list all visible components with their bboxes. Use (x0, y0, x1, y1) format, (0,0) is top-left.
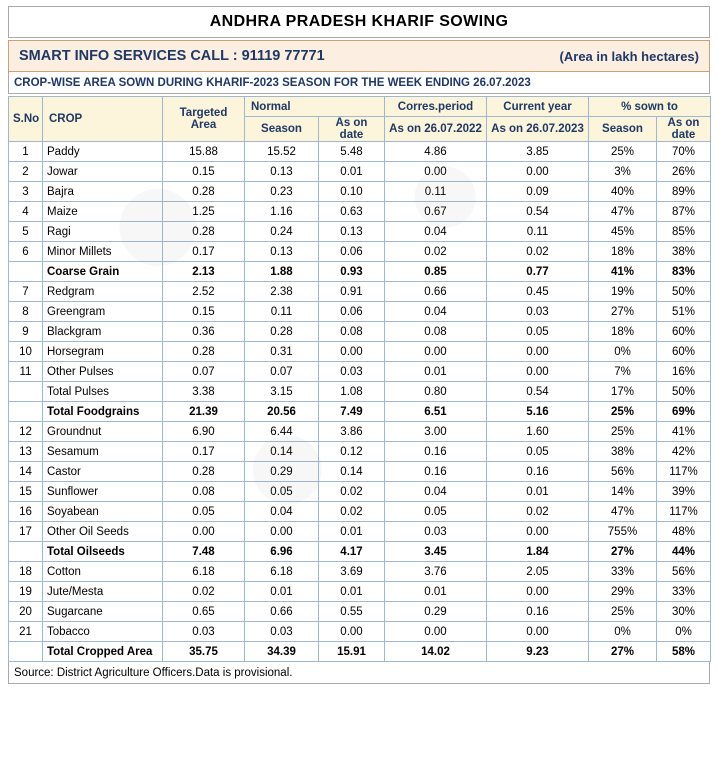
area-unit-note: (Area in lakh hectares) (559, 48, 699, 64)
cell-sno: 20 (9, 602, 43, 622)
cell-pct-ason-date: 50% (657, 282, 711, 302)
table-header-row-1 (9, 97, 711, 117)
cell-crop: Jute/Mesta (43, 582, 163, 602)
cell-targeted-area: 0.28 (163, 182, 245, 202)
cell-normal-ason-date: 0.55 (319, 602, 385, 622)
cell-sno: 19 (9, 582, 43, 602)
cell-crop: Other Oil Seeds (43, 522, 163, 542)
cell-pct-ason-date: 26% (657, 162, 711, 182)
cell-normal-season: 3.15 (245, 382, 319, 402)
cell-corres-ason-date: 0.00 (385, 162, 487, 182)
cell-crop: Tobacco (43, 622, 163, 642)
cell-sno: 16 (9, 502, 43, 522)
cell-sno: 13 (9, 442, 43, 462)
cell-current-ason-date: 0.05 (487, 322, 589, 342)
table-row (9, 582, 711, 602)
cell-corres-ason-date: 6.51 (385, 402, 487, 422)
table-row (9, 482, 711, 502)
cell-pct-ason-date: 85% (657, 222, 711, 242)
cell-targeted-area: 0.28 (163, 222, 245, 242)
cell-pct-season: 18% (589, 322, 657, 342)
cell-targeted-area: 0.15 (163, 302, 245, 322)
cell-crop: Groundnut (43, 422, 163, 442)
cell-pct-ason-date: 60% (657, 322, 711, 342)
cell-pct-season: 18% (589, 242, 657, 262)
cell-current-ason-date: 2.05 (487, 562, 589, 582)
table-row (9, 442, 711, 462)
cell-normal-season: 1.16 (245, 202, 319, 222)
cell-crop: Greengram (43, 302, 163, 322)
cell-pct-season: 45% (589, 222, 657, 242)
cell-normal-season: 0.24 (245, 222, 319, 242)
cell-targeted-area: 7.48 (163, 542, 245, 562)
cell-normal-ason-date: 0.00 (319, 622, 385, 642)
cell-normal-ason-date: 0.10 (319, 182, 385, 202)
cell-sno: 10 (9, 342, 43, 362)
cell-crop: Paddy (43, 142, 163, 162)
page-title: ANDHRA PRADESH KHARIF SOWING (209, 13, 509, 30)
cell-targeted-area: 0.03 (163, 622, 245, 642)
cell-targeted-area: 2.52 (163, 282, 245, 302)
cell-normal-season: 34.39 (245, 642, 319, 662)
cell-corres-ason-date: 0.67 (385, 202, 487, 222)
cell-pct-season: 33% (589, 562, 657, 582)
table-row (9, 302, 711, 322)
cell-normal-ason-date: 0.06 (319, 242, 385, 262)
cell-targeted-area: 6.18 (163, 562, 245, 582)
header-normal: Normal (245, 97, 385, 117)
cell-normal-ason-date: 4.17 (319, 542, 385, 562)
cell-corres-ason-date: 0.00 (385, 342, 487, 362)
cell-pct-season: 27% (589, 642, 657, 662)
cell-normal-ason-date: 0.03 (319, 362, 385, 382)
cell-pct-season: 41% (589, 262, 657, 282)
cell-pct-ason-date: 117% (657, 462, 711, 482)
cell-sno (9, 402, 43, 422)
cell-corres-ason-date: 0.01 (385, 362, 487, 382)
cell-normal-season: 0.05 (245, 482, 319, 502)
cell-normal-season: 0.04 (245, 502, 319, 522)
cell-crop: Blackgram (43, 322, 163, 342)
cell-crop: Soyabean (43, 502, 163, 522)
cell-normal-ason-date: 0.91 (319, 282, 385, 302)
cell-corres-ason-date: 3.76 (385, 562, 487, 582)
cell-crop: Redgram (43, 282, 163, 302)
cell-sno (9, 642, 43, 662)
cell-sno: 15 (9, 482, 43, 502)
cell-normal-season: 0.07 (245, 362, 319, 382)
cell-current-ason-date: 0.00 (487, 162, 589, 182)
cell-current-ason-date: 0.02 (487, 242, 589, 262)
cell-normal-ason-date: 1.08 (319, 382, 385, 402)
table-body (9, 142, 711, 662)
cell-crop: Ragi (43, 222, 163, 242)
cell-current-ason-date: 0.01 (487, 482, 589, 502)
table-row (9, 382, 711, 402)
cell-sno: 21 (9, 622, 43, 642)
cell-normal-ason-date: 0.06 (319, 302, 385, 322)
cell-sno (9, 262, 43, 282)
cell-normal-season: 15.52 (245, 142, 319, 162)
cell-crop: Total Oilseeds (43, 542, 163, 562)
cell-normal-season: 0.13 (245, 242, 319, 262)
cell-pct-ason-date: 69% (657, 402, 711, 422)
table-row (9, 642, 711, 662)
cell-corres-ason-date: 0.85 (385, 262, 487, 282)
cell-pct-ason-date: 50% (657, 382, 711, 402)
cell-targeted-area: 0.36 (163, 322, 245, 342)
table-row (9, 522, 711, 542)
cell-pct-season: 3% (589, 162, 657, 182)
header-crop: CROP (43, 97, 163, 142)
source-text: Source: District Agriculture Officers.Data is provisional. (14, 666, 293, 679)
table-row (9, 322, 711, 342)
table-row (9, 182, 711, 202)
cell-crop: Sunflower (43, 482, 163, 502)
cell-pct-ason-date: 60% (657, 342, 711, 362)
cell-sno: 6 (9, 242, 43, 262)
table-row (9, 462, 711, 482)
header-targeted-area: Targeted Area (163, 97, 245, 142)
cell-corres-ason-date: 0.04 (385, 222, 487, 242)
cell-normal-ason-date: 15.91 (319, 642, 385, 662)
table-row (9, 502, 711, 522)
header-normal-season: Season (245, 117, 319, 142)
cell-normal-season: 0.14 (245, 442, 319, 462)
cell-pct-season: 14% (589, 482, 657, 502)
cell-crop: Horsegram (43, 342, 163, 362)
cell-crop: Maize (43, 202, 163, 222)
cell-corres-ason-date: 3.45 (385, 542, 487, 562)
cell-corres-ason-date: 0.16 (385, 442, 487, 462)
cell-corres-ason-date: 0.29 (385, 602, 487, 622)
cell-sno: 1 (9, 142, 43, 162)
cell-targeted-area: 0.28 (163, 342, 245, 362)
cell-current-ason-date: 0.00 (487, 582, 589, 602)
cell-pct-season: 47% (589, 202, 657, 222)
cell-pct-season: 25% (589, 422, 657, 442)
cell-corres-ason-date: 0.08 (385, 322, 487, 342)
cell-corres-ason-date: 0.80 (385, 382, 487, 402)
cell-crop: Sesamum (43, 442, 163, 462)
cell-corres-ason-date: 0.04 (385, 482, 487, 502)
cell-current-ason-date: 0.00 (487, 622, 589, 642)
cell-normal-ason-date: 0.14 (319, 462, 385, 482)
header-corres-ason-date: As on 26.07.2022 (385, 117, 487, 142)
cell-pct-season: 27% (589, 302, 657, 322)
cell-targeted-area: 0.07 (163, 362, 245, 382)
cell-crop: Total Cropped Area (43, 642, 163, 662)
cell-sno: 14 (9, 462, 43, 482)
cell-normal-season: 0.13 (245, 162, 319, 182)
cell-pct-ason-date: 83% (657, 262, 711, 282)
cell-crop: Total Pulses (43, 382, 163, 402)
cell-crop: Coarse Grain (43, 262, 163, 282)
cell-corres-ason-date: 0.03 (385, 522, 487, 542)
cell-sno: 9 (9, 322, 43, 342)
cell-normal-ason-date: 0.12 (319, 442, 385, 462)
cell-normal-ason-date: 5.48 (319, 142, 385, 162)
header-corres-period: Corres.period (385, 97, 487, 117)
cell-current-ason-date: 9.23 (487, 642, 589, 662)
cell-targeted-area: 0.65 (163, 602, 245, 622)
cell-targeted-area: 35.75 (163, 642, 245, 662)
cell-sno: 4 (9, 202, 43, 222)
cell-targeted-area: 0.15 (163, 162, 245, 182)
cell-sno: 11 (9, 362, 43, 382)
sowing-data-table (8, 96, 711, 662)
cell-targeted-area: 0.00 (163, 522, 245, 542)
header-current-year: Current year (487, 97, 589, 117)
cell-normal-season: 6.44 (245, 422, 319, 442)
header-pct-season: Season (589, 117, 657, 142)
cell-pct-ason-date: 51% (657, 302, 711, 322)
cell-pct-ason-date: 42% (657, 442, 711, 462)
cell-pct-ason-date: 89% (657, 182, 711, 202)
cell-sno: 2 (9, 162, 43, 182)
cell-corres-ason-date: 0.11 (385, 182, 487, 202)
cell-corres-ason-date: 0.01 (385, 582, 487, 602)
cell-normal-season: 0.29 (245, 462, 319, 482)
table-row (9, 622, 711, 642)
cell-pct-season: 17% (589, 382, 657, 402)
cell-crop: Sugarcane (43, 602, 163, 622)
cell-pct-season: 25% (589, 602, 657, 622)
cell-normal-season: 6.18 (245, 562, 319, 582)
cell-normal-season: 0.28 (245, 322, 319, 342)
header-percent-sown: % sown to (589, 97, 711, 117)
cell-corres-ason-date: 0.04 (385, 302, 487, 322)
cell-current-ason-date: 0.54 (487, 202, 589, 222)
cell-corres-ason-date: 0.05 (385, 502, 487, 522)
cell-targeted-area: 6.90 (163, 422, 245, 442)
cell-pct-season: 25% (589, 142, 657, 162)
cell-pct-ason-date: 117% (657, 502, 711, 522)
cell-targeted-area: 0.28 (163, 462, 245, 482)
cell-pct-season: 56% (589, 462, 657, 482)
cell-pct-season: 29% (589, 582, 657, 602)
cell-current-ason-date: 0.77 (487, 262, 589, 282)
table-row (9, 222, 711, 242)
cell-sno: 3 (9, 182, 43, 202)
cell-current-ason-date: 0.00 (487, 522, 589, 542)
table-row (9, 362, 711, 382)
cell-current-ason-date: 0.16 (487, 462, 589, 482)
cell-pct-ason-date: 39% (657, 482, 711, 502)
cell-targeted-area: 0.05 (163, 502, 245, 522)
cell-pct-ason-date: 16% (657, 362, 711, 382)
cell-targeted-area: 15.88 (163, 142, 245, 162)
cell-targeted-area: 21.39 (163, 402, 245, 422)
cell-current-ason-date: 0.54 (487, 382, 589, 402)
cell-normal-ason-date: 0.01 (319, 162, 385, 182)
cell-crop: Total Foodgrains (43, 402, 163, 422)
cell-sno: 17 (9, 522, 43, 542)
cell-corres-ason-date: 14.02 (385, 642, 487, 662)
cell-normal-ason-date: 0.00 (319, 342, 385, 362)
cell-targeted-area: 0.17 (163, 442, 245, 462)
cell-corres-ason-date: 0.00 (385, 622, 487, 642)
cell-normal-ason-date: 0.02 (319, 482, 385, 502)
cell-pct-ason-date: 87% (657, 202, 711, 222)
cell-normal-ason-date: 0.08 (319, 322, 385, 342)
cell-sno: 7 (9, 282, 43, 302)
cell-sno: 12 (9, 422, 43, 442)
cell-current-ason-date: 0.11 (487, 222, 589, 242)
cell-pct-ason-date: 41% (657, 422, 711, 442)
cell-pct-ason-date: 44% (657, 542, 711, 562)
cell-pct-ason-date: 70% (657, 142, 711, 162)
table-row (9, 402, 711, 422)
cell-normal-ason-date: 0.63 (319, 202, 385, 222)
cell-sno: 18 (9, 562, 43, 582)
cell-crop: Castor (43, 462, 163, 482)
table-row (9, 422, 711, 442)
cell-normal-ason-date: 3.86 (319, 422, 385, 442)
cell-targeted-area: 3.38 (163, 382, 245, 402)
cell-current-ason-date: 0.00 (487, 362, 589, 382)
cell-normal-season: 0.01 (245, 582, 319, 602)
cell-normal-ason-date: 3.69 (319, 562, 385, 582)
cell-pct-season: 0% (589, 622, 657, 642)
cell-pct-ason-date: 38% (657, 242, 711, 262)
cell-pct-season: 7% (589, 362, 657, 382)
callout-banner (8, 40, 710, 72)
cell-crop: Other Pulses (43, 362, 163, 382)
cell-normal-ason-date: 0.02 (319, 502, 385, 522)
cell-normal-season: 0.03 (245, 622, 319, 642)
cell-normal-season: 2.38 (245, 282, 319, 302)
cell-targeted-area: 0.08 (163, 482, 245, 502)
cell-pct-season: 27% (589, 542, 657, 562)
cell-normal-season: 0.66 (245, 602, 319, 622)
cell-current-ason-date: 1.60 (487, 422, 589, 442)
cell-targeted-area: 1.25 (163, 202, 245, 222)
cell-crop: Jowar (43, 162, 163, 182)
table-row (9, 542, 711, 562)
cell-normal-season: 6.96 (245, 542, 319, 562)
cell-pct-ason-date: 48% (657, 522, 711, 542)
header-current-ason-date: As on 26.07.2023 (487, 117, 589, 142)
cell-pct-season: 25% (589, 402, 657, 422)
document-title-box (8, 6, 710, 38)
cell-normal-ason-date: 0.01 (319, 522, 385, 542)
cell-current-ason-date: 0.16 (487, 602, 589, 622)
cell-targeted-area: 0.02 (163, 582, 245, 602)
cell-crop: Minor Millets (43, 242, 163, 262)
source-note (8, 662, 710, 684)
smart-info-call-text: SMART INFO SERVICES CALL : 91119 77771 (19, 48, 325, 64)
cell-current-ason-date: 3.85 (487, 142, 589, 162)
cell-normal-ason-date: 0.93 (319, 262, 385, 282)
header-pct-ason-date: As on date (657, 117, 711, 142)
cell-sno: 8 (9, 302, 43, 322)
table-row (9, 162, 711, 182)
cell-pct-season: 19% (589, 282, 657, 302)
cell-crop: Cotton (43, 562, 163, 582)
cell-pct-season: 0% (589, 342, 657, 362)
cell-corres-ason-date: 0.16 (385, 462, 487, 482)
cell-pct-ason-date: 58% (657, 642, 711, 662)
cell-current-ason-date: 5.16 (487, 402, 589, 422)
table-row (9, 262, 711, 282)
cell-current-ason-date: 1.84 (487, 542, 589, 562)
cell-crop: Bajra (43, 182, 163, 202)
table-row (9, 562, 711, 582)
cell-normal-season: 0.11 (245, 302, 319, 322)
table-row (9, 342, 711, 362)
cell-corres-ason-date: 4.86 (385, 142, 487, 162)
cell-normal-season: 0.00 (245, 522, 319, 542)
table-header (9, 97, 711, 142)
header-normal-ason-date: As on date (319, 117, 385, 142)
table-row (9, 282, 711, 302)
cell-sno (9, 382, 43, 402)
cell-current-ason-date: 0.02 (487, 502, 589, 522)
cell-normal-ason-date: 7.49 (319, 402, 385, 422)
cell-pct-season: 38% (589, 442, 657, 462)
cell-normal-season: 0.23 (245, 182, 319, 202)
cell-current-ason-date: 0.03 (487, 302, 589, 322)
cell-pct-season: 47% (589, 502, 657, 522)
cell-corres-ason-date: 0.02 (385, 242, 487, 262)
table-row (9, 242, 711, 262)
cell-targeted-area: 0.17 (163, 242, 245, 262)
cell-sno (9, 542, 43, 562)
cell-corres-ason-date: 0.66 (385, 282, 487, 302)
cell-pct-ason-date: 30% (657, 602, 711, 622)
cell-pct-ason-date: 33% (657, 582, 711, 602)
cell-normal-season: 1.88 (245, 262, 319, 282)
cell-normal-ason-date: 0.13 (319, 222, 385, 242)
header-sno: S.No (9, 97, 43, 142)
cell-pct-season: 755% (589, 522, 657, 542)
cell-normal-ason-date: 0.01 (319, 582, 385, 602)
cell-current-ason-date: 0.09 (487, 182, 589, 202)
report-subtitle (8, 72, 710, 94)
cell-current-ason-date: 0.00 (487, 342, 589, 362)
cell-targeted-area: 2.13 (163, 262, 245, 282)
cell-pct-season: 40% (589, 182, 657, 202)
table-row (9, 142, 711, 162)
cell-pct-ason-date: 0% (657, 622, 711, 642)
cell-sno: 5 (9, 222, 43, 242)
cell-current-ason-date: 0.05 (487, 442, 589, 462)
table-row (9, 602, 711, 622)
table-row (9, 202, 711, 222)
subtitle-text: CROP-WISE AREA SOWN DURING KHARIF-2023 SEASON FOR THE WEEK ENDING 26.07.2023 (14, 76, 531, 89)
cell-current-ason-date: 0.45 (487, 282, 589, 302)
cell-pct-ason-date: 56% (657, 562, 711, 582)
cell-normal-season: 20.56 (245, 402, 319, 422)
cell-corres-ason-date: 3.00 (385, 422, 487, 442)
cell-normal-season: 0.31 (245, 342, 319, 362)
